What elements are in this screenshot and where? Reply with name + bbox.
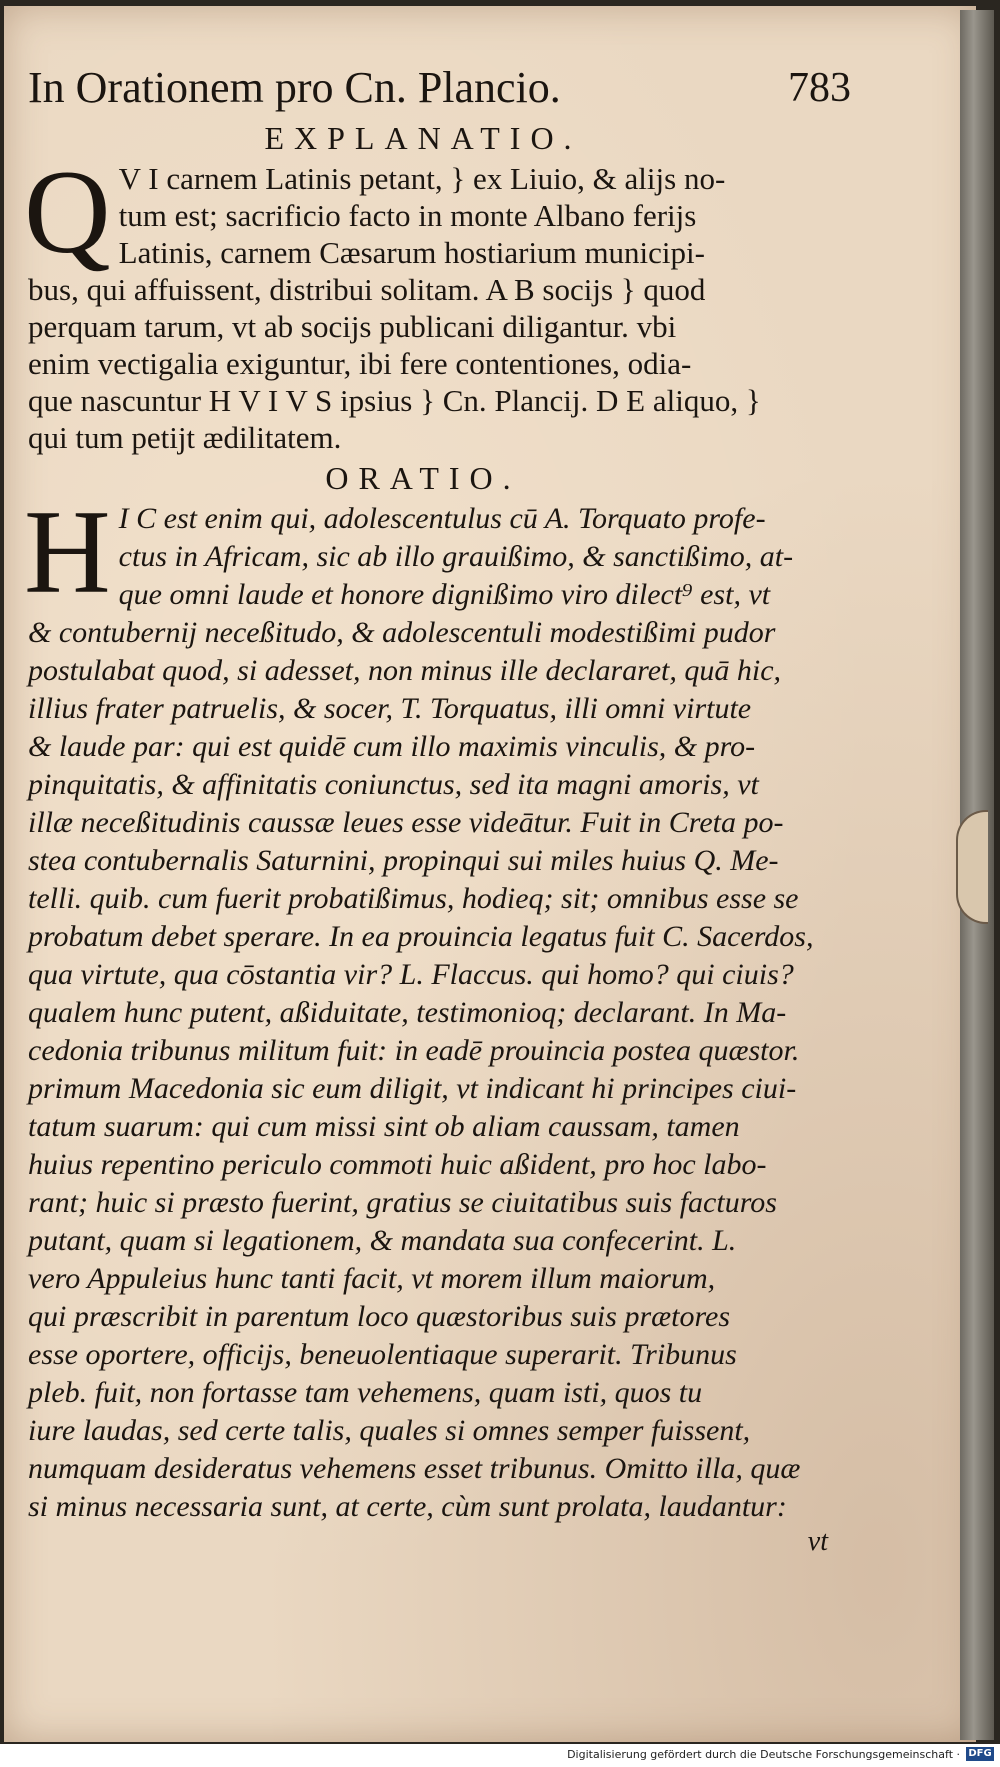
explanatio-heading: EXPLANATIO. [264, 120, 582, 156]
drop-cap: Q [24, 145, 111, 278]
text-line: V I carnem Latinis petant, } ex Liuio, & alijs no- [118, 161, 726, 196]
text-line: pleb. fuit, non fortasse tam vehemens, quam isti, quos tu [28, 1376, 703, 1409]
oratio-paragraph [24, 485, 818, 1526]
text-line: enim vectigalia exiguntur, ibi fere contentiones, odia- [28, 346, 692, 381]
text-line: primum Macedonia sic eum diligit, vt indicant hi principes ciui- [28, 1072, 797, 1105]
text-line: rant; huic si præsto fuerint, gratius se ciuitatibus suis facturos [28, 1186, 777, 1219]
text-line: Latinis, carnem Cæsarum hostiarium municipi- [118, 235, 705, 270]
text-line: numquam desideratus vehemens esset tribunus. Omitto illa, quæ [28, 1452, 801, 1485]
text-line: tatum suarum: qui cum missi sint ob aliam caussam, tamen [28, 1110, 740, 1143]
digitization-credit: Digitalisierung gefördert durch die Deutsche Forschungsgemeinschaft · [567, 1748, 960, 1761]
text-line: que omni laude et honore dignißimo viro dilect⁹ est, vt [118, 578, 771, 611]
running-title: In Orationem pro Cn. Plancio. [28, 63, 561, 112]
text-line: qui præscribit in parentum loco quæstoribus suis prætores [28, 1300, 731, 1333]
text-line: huius repentino periculo commoti huic aßident, pro hoc labo- [28, 1148, 767, 1181]
text-line: putant, quam si legationem, & mandata sua confecerint. L. [28, 1224, 737, 1257]
text-line: postulabat quod, si adesset, non minus ille declararet, quā hic, [28, 654, 782, 687]
text-line: tum est; sacrificio facto in monte Albano ferijs [118, 198, 697, 233]
running-header [28, 60, 851, 116]
oratio-heading: ORATIO. [325, 460, 521, 496]
text-line: probatum debet sperare. In ea prouincia legatus fuit C. Sacerdos, [28, 920, 814, 953]
text-line: & contubernij neceßitudo, & adolescentuli modestißimi pudor [28, 616, 776, 649]
drop-cap: H [24, 485, 111, 618]
text-line: ctus in Africam, sic ab illo grauißimo, & sanctißimo, at- [118, 540, 794, 573]
text-line: illæ neceßitudinis caussæ leues esse videātur. Fuit in Creta po- [28, 806, 784, 839]
text-line: qualem hunc putent, aßiduitate, testimonioq; declarant. In Ma- [28, 996, 787, 1029]
paper-clip-tab [956, 810, 988, 924]
text-line: telli. quib. cum fuerit probatißimus, hodieq; sit; omnibus esse se [28, 882, 799, 915]
text-line: iure laudas, sed certe talis, quales si omnes semper fuissent, [28, 1414, 751, 1447]
text-line: bus, qui affuissent, distribui solitam. A B socijs } quod [28, 272, 706, 307]
catchword: vt [807, 1526, 828, 1557]
text-line: esse oportere, officijs, beneuolentiaque superarit. Tribunus [28, 1338, 737, 1371]
text-line: perquam tarum, vt ab socijs publicani diligantur. vbi [28, 309, 677, 344]
explanatio-paragraph [24, 145, 818, 456]
text-line: qua virtute, qua cōstantia vir? L. Flaccus. qui homo? qui ciuis? [28, 958, 794, 991]
text-line: qui tum petijt ædilitatem. [28, 420, 342, 455]
text-line: I C est enim qui, adolescentulus cū A. Torquato profe- [118, 502, 766, 535]
text-line: & laude par: qui est quidē cum illo maximis vinculis, & pro- [28, 730, 756, 763]
text-line: si minus necessaria sunt, at certe, cùm sunt prolata, laudantur: [28, 1490, 787, 1523]
text-line: pinquitatis, & affinitatis coniunctus, sed ita magni amoris, vt [28, 768, 759, 801]
dfg-logo: DFG [966, 1747, 994, 1761]
page-number: 783 [788, 65, 851, 111]
text-line: stea contubernalis Saturnini, propinqui sui miles huius Q. Me- [28, 844, 779, 877]
text-line: vero Appuleius hunc tanti facit, vt morem illum maiorum, [28, 1262, 716, 1295]
text-line: que nascuntur H V I V S ipsius } Cn. Plancij. D E aliquo, } [28, 383, 761, 418]
text-line: illius frater patruelis, & socer, T. Torquatus, illi omni virtute [28, 692, 752, 725]
page-text [24, 60, 851, 1558]
text-line: cedonia tribunus militum fuit: in eadē prouincia postea quæstor. [28, 1034, 800, 1067]
